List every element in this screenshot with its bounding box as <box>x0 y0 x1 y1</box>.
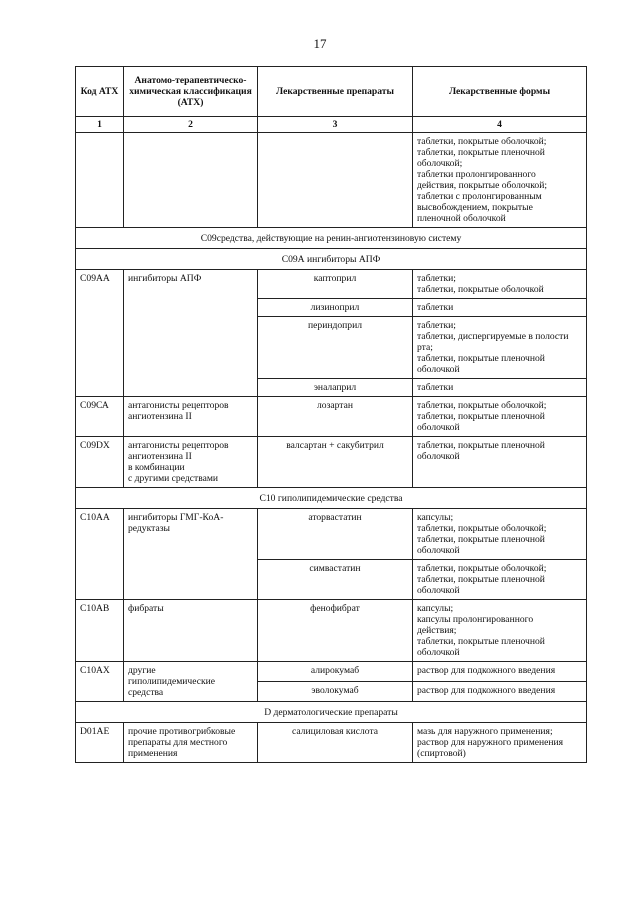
forms-cell: раствор для подкожного введения <box>413 682 587 702</box>
section-row <box>76 488 587 509</box>
atc-class: антагонисты рецепторов ангиотензина II <box>124 397 258 437</box>
col-num-3: 3 <box>258 117 413 133</box>
table-row <box>76 662 587 682</box>
col-num-2: 2 <box>124 117 258 133</box>
section-row <box>76 249 587 270</box>
page-number: 17 <box>313 36 327 51</box>
atc-class: фибраты <box>124 600 258 662</box>
forms-cell: таблетки <box>413 379 587 397</box>
forms-cell: таблетки; таблетки, диспергируемые в полости рта; таблетки, покрытые пленочной оболочкой <box>413 317 587 379</box>
drug-name: аторвастатин <box>258 509 413 560</box>
atc-code: С10АВ <box>76 600 124 662</box>
section-d: D дерматологические препараты <box>76 702 587 723</box>
forms-cell: таблетки, покрытые оболочкой; таблетки, покрытые пленочной оболочкой <box>413 397 587 437</box>
drug-name: периндоприл <box>258 317 413 379</box>
section-c09a: С09А ингибиторы АПФ <box>76 249 587 270</box>
drug-name: валсартан + сакубитрил <box>258 437 413 488</box>
atc-code: С10АА <box>76 509 124 600</box>
forms-cell: капсулы; капсулы пролонгированного действия; таблетки, покрытые пленочной оболочкой <box>413 600 587 662</box>
atc-code: С09АА <box>76 270 124 397</box>
header-code: Код АТХ <box>76 67 124 117</box>
header-atc: Анатомо-терапевтическо-химическая классификация (АТХ) <box>124 67 258 117</box>
drug-name: симвастатин <box>258 560 413 600</box>
atc-class: ингибиторы АПФ <box>124 270 258 397</box>
table-row <box>76 397 587 437</box>
atc-code: D01АЕ <box>76 723 124 763</box>
table-row <box>76 600 587 662</box>
drug-name: фенофибрат <box>258 600 413 662</box>
table-row <box>76 270 587 299</box>
forms-cell: мазь для наружного применения; раствор для наружного применения (спиртовой) <box>413 723 587 763</box>
drug-name: эволокумаб <box>258 682 413 702</box>
forms-cell: таблетки <box>413 299 587 317</box>
atc-code: С09DX <box>76 437 124 488</box>
col-num-4: 4 <box>413 117 587 133</box>
atc-class: другие гиполипидемические средства <box>124 662 258 702</box>
table-row <box>76 133 587 228</box>
forms-cell: капсулы; таблетки, покрытые оболочкой; таблетки, покрытые пленочной оболочкой <box>413 509 587 560</box>
section-row <box>76 228 587 249</box>
table-row <box>76 723 587 763</box>
atc-code: С10АХ <box>76 662 124 702</box>
forms-cell: таблетки, покрытые оболочкой; таблетки, покрытые пленочной оболочкой; таблетки пролонгированного действия, покрытые оболочкой; таблетки с пролонгированным высвобождением, покрытые пленочной оболочкой <box>413 133 587 228</box>
drug-name: лозартан <box>258 397 413 437</box>
table-row <box>76 437 587 488</box>
drug-table <box>75 66 587 763</box>
atc-class: прочие противогрибковые препараты для местного применения <box>124 723 258 763</box>
col-num-1: 1 <box>76 117 124 133</box>
atc-class: антагонисты рецепторов ангиотензина II в комбинации с другими средствами <box>124 437 258 488</box>
header-row <box>76 67 587 117</box>
forms-cell: таблетки, покрытые пленочной оболочкой <box>413 437 587 488</box>
column-number-row <box>76 117 587 133</box>
drug-name: эналаприл <box>258 379 413 397</box>
atc-code: С09СА <box>76 397 124 437</box>
header-forms: Лекарственные формы <box>413 67 587 117</box>
section-c09: С09средства, действующие на ренин-ангиотензиновую систему <box>76 228 587 249</box>
forms-cell: таблетки, покрытые оболочкой; таблетки, покрытые пленочной оболочкой <box>413 560 587 600</box>
forms-cell: раствор для подкожного введения <box>413 662 587 682</box>
section-c10: С10 гиполипидемические средства <box>76 488 587 509</box>
section-row <box>76 702 587 723</box>
drug-name: алирокумаб <box>258 662 413 682</box>
drug-name: каптоприл <box>258 270 413 299</box>
drug-name: лизиноприл <box>258 299 413 317</box>
header-drugs: Лекарственные препараты <box>258 67 413 117</box>
forms-cell: таблетки; таблетки, покрытые оболочкой <box>413 270 587 299</box>
drug-name: салициловая кислота <box>258 723 413 763</box>
atc-class: ингибиторы ГМГ-КоА- редуктазы <box>124 509 258 600</box>
table-row <box>76 509 587 560</box>
